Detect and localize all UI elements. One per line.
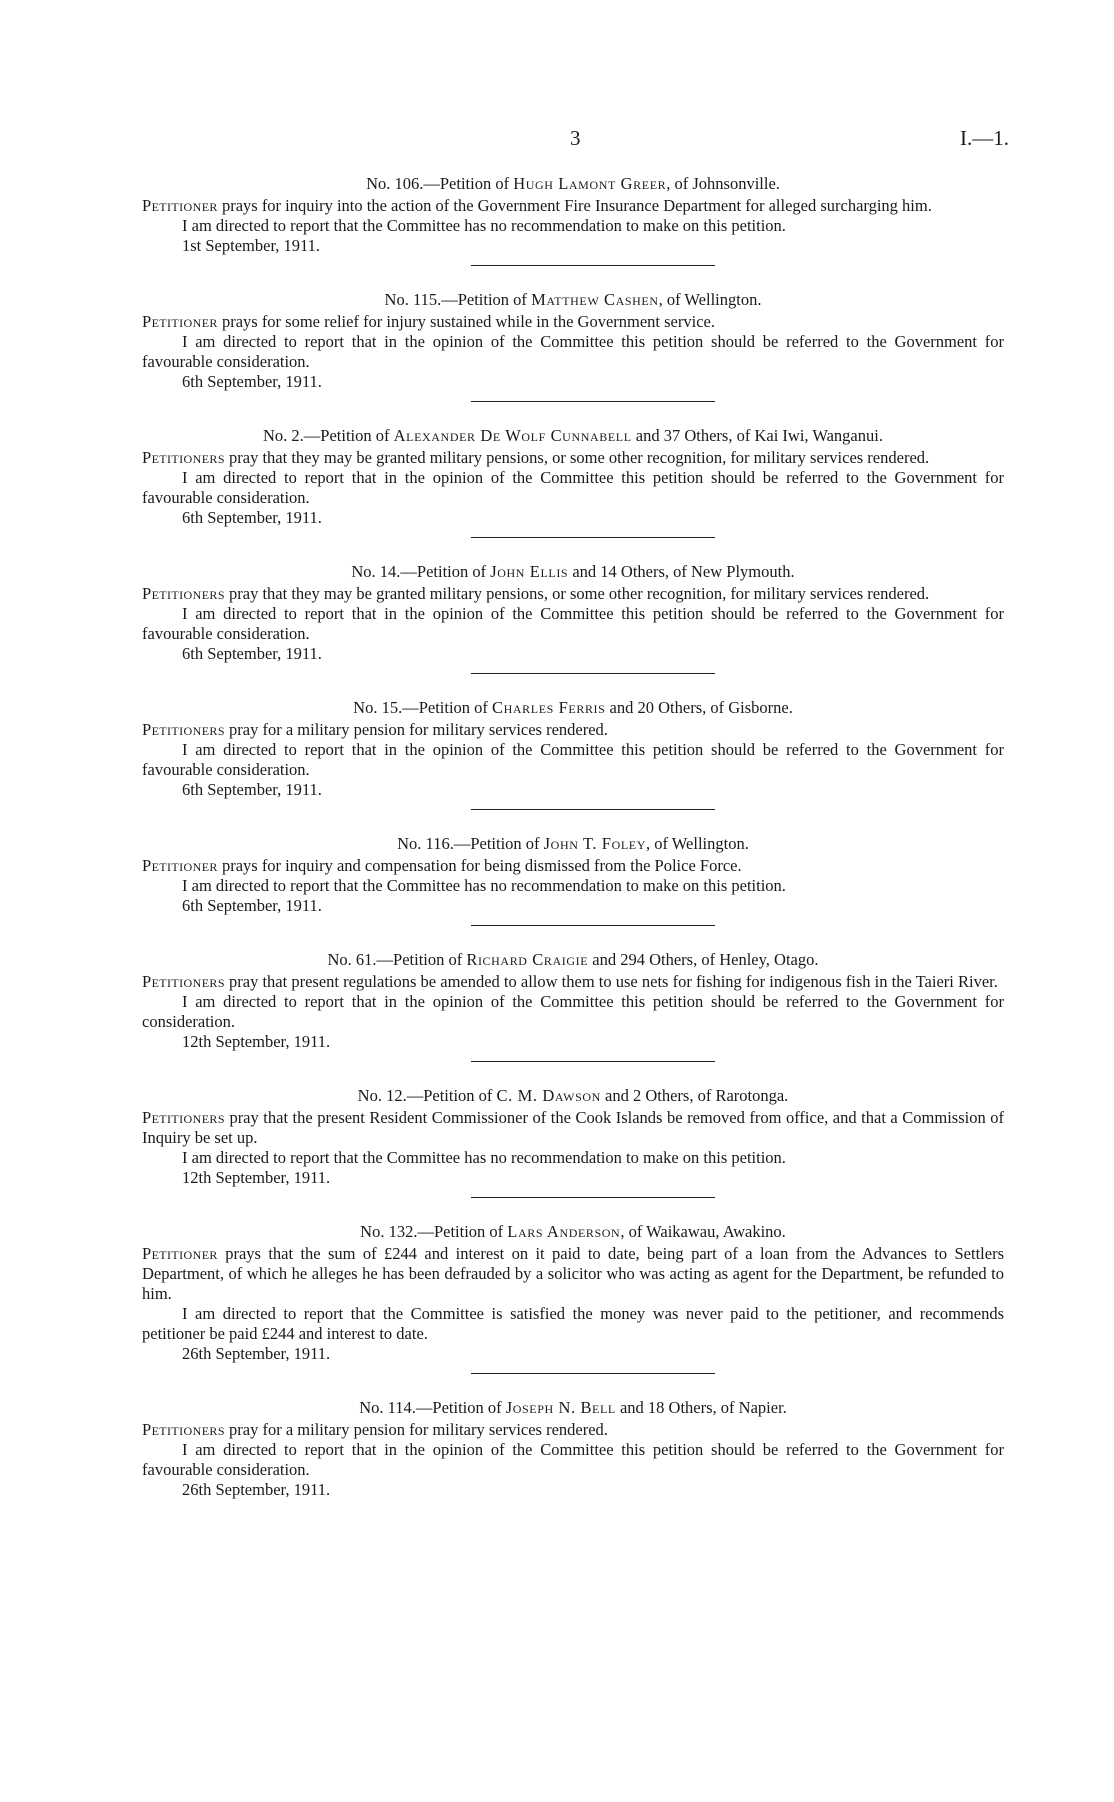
petition-location: and 20 Others, of Gisborne. bbox=[605, 698, 793, 717]
committee-report: I am directed to report that the Committee is satisfied the money was never paid to the petitioner, and recommends petitioner be paid £244 and interest to date. bbox=[142, 1304, 1004, 1343]
petitioner-lead: Petitioners bbox=[142, 1420, 225, 1439]
petitioner-name: Richard Craigie bbox=[466, 950, 589, 969]
report-date: 6th September, 1911. bbox=[182, 780, 322, 799]
report-date: 1st September, 1911. bbox=[182, 236, 321, 255]
petitioner-lead: Petitioner bbox=[142, 312, 218, 331]
petition-entry bbox=[142, 426, 1004, 538]
petitioner-name: Alexander De Wolf Cunnabell bbox=[393, 426, 632, 445]
petitioner-lead: Petitioner bbox=[142, 1244, 218, 1263]
report-date: 12th September, 1911. bbox=[182, 1032, 331, 1051]
petition-prayer bbox=[142, 584, 1004, 604]
petitioner-lead: Petitioners bbox=[142, 972, 225, 991]
petition-prayer bbox=[142, 720, 1004, 740]
petition-location: and 294 Others, of Henley, Otago. bbox=[588, 950, 819, 969]
committee-report: I am directed to report that in the opinion of the Committee this petition should be referred to the Government for favourable consideration. bbox=[142, 604, 1004, 643]
report-date: 6th September, 1911. bbox=[182, 896, 322, 915]
petition-prayer bbox=[142, 312, 1004, 332]
committee-report: I am directed to report that in the opinion of the Committee this petition should be referred to the Government for favourable consideration. bbox=[142, 468, 1004, 507]
report-date: 6th September, 1911. bbox=[182, 372, 322, 391]
page-number: 3 bbox=[570, 126, 581, 150]
petition-prayer bbox=[142, 1244, 1004, 1304]
section-divider bbox=[471, 537, 715, 538]
petition-entry bbox=[142, 834, 1004, 926]
petition-location: and 2 Others, of Rarotonga. bbox=[600, 1086, 789, 1105]
petition-title bbox=[142, 1222, 1004, 1244]
petitioner-lead: Petitioners bbox=[142, 448, 225, 467]
petition-number: No. 115.—Petition of bbox=[384, 290, 527, 309]
petition-title bbox=[142, 950, 1004, 972]
section-divider bbox=[471, 809, 715, 810]
petitioner-name: Hugh Lamont Greer bbox=[513, 174, 667, 193]
petition-number: No. 61.—Petition of bbox=[327, 950, 463, 969]
petitions-list bbox=[142, 174, 1004, 1500]
report-date: 12th September, 1911. bbox=[182, 1168, 331, 1187]
petition-location: , of Waikawau, Awakino. bbox=[620, 1222, 786, 1241]
section-divider bbox=[471, 1197, 715, 1198]
committee-report: I am directed to report that in the opinion of the Committee this petition should be referred to the Government for favourable consideration. bbox=[142, 332, 1004, 371]
petition-location: , of Wellington. bbox=[645, 834, 749, 853]
petition-prayer-text: pray that they may be granted military pensions, or some other recognition, for military services rendered. bbox=[229, 584, 930, 603]
petitioner-name: Matthew Cashen bbox=[531, 290, 659, 309]
committee-report: I am directed to report that the Committee has no recommendation to make on this petition. bbox=[182, 216, 786, 235]
petitioner-name: John T. Foley bbox=[543, 834, 646, 853]
petition-entry bbox=[142, 562, 1004, 674]
section-divider bbox=[471, 401, 715, 402]
petition-prayer-text: pray for a military pension for military services rendered. bbox=[229, 1420, 608, 1439]
petition-number: No. 132.—Petition of bbox=[360, 1222, 504, 1241]
committee-report: I am directed to report that the Committee has no recommendation to make on this petition. bbox=[182, 1148, 786, 1167]
petitioner-name: John Ellis bbox=[490, 562, 569, 581]
petition-prayer-text: prays for inquiry into the action of the Government Fire Insurance Department for alleged surcharging him. bbox=[221, 196, 932, 215]
petition-entry bbox=[142, 1086, 1004, 1198]
petition-number: No. 116.—Petition of bbox=[397, 834, 540, 853]
committee-report: I am directed to report that in the opinion of the Committee this petition should be referred to the Government for favourable consideration. bbox=[142, 740, 1004, 779]
petition-prayer bbox=[142, 1420, 1004, 1440]
petition-title bbox=[142, 834, 1004, 856]
petition-number: No. 2.—Petition of bbox=[263, 426, 390, 445]
report-date: 26th September, 1911. bbox=[182, 1480, 331, 1499]
petition-entry bbox=[142, 698, 1004, 810]
petitioner-lead: Petitioners bbox=[142, 584, 225, 603]
petitioner-lead: Petitioners bbox=[142, 1108, 225, 1127]
petition-prayer-text: pray that the present Resident Commissioner of the Cook Islands be removed from office, and that a Commission of Inquiry be set up. bbox=[142, 1108, 1004, 1147]
petition-entry bbox=[142, 1398, 1004, 1500]
petition-prayer-text: pray that they may be granted military pensions, or some other recognition, for military services rendered. bbox=[229, 448, 930, 467]
petition-title bbox=[142, 426, 1004, 448]
document-reference: I.—1. bbox=[960, 126, 1009, 150]
petition-location: , of Johnsonville. bbox=[666, 174, 780, 193]
petition-prayer-text: prays that the sum of £244 and interest on it paid to date, being part of a loan from the Advances to Settlers Department, of which he alleges he has been defrauded by a solicitor who was acting as agent for the Department, be refunded to him. bbox=[142, 1244, 1004, 1303]
section-divider bbox=[471, 673, 715, 674]
petition-number: No. 12.—Petition of bbox=[357, 1086, 493, 1105]
petition-entry bbox=[142, 174, 1004, 266]
section-divider bbox=[471, 925, 715, 926]
petition-location: and 37 Others, of Kai Iwi, Wanganui. bbox=[631, 426, 883, 445]
petition-title bbox=[142, 290, 1004, 312]
section-divider bbox=[471, 1061, 715, 1062]
petition-number: No. 15.—Petition of bbox=[353, 698, 488, 717]
report-date: 26th September, 1911. bbox=[182, 1344, 331, 1363]
petition-title bbox=[142, 698, 1004, 720]
petition-prayer-text: pray that present regulations be amended to allow them to use nets for fishing for indigenous fish in the Taieri River. bbox=[229, 972, 998, 991]
petition-prayer-text: prays for inquiry and compensation for being dismissed from the Police Force. bbox=[221, 856, 742, 875]
petition-location: and 14 Others, of New Plymouth. bbox=[568, 562, 795, 581]
petition-prayer bbox=[142, 1108, 1004, 1148]
committee-report: I am directed to report that in the opinion of the Committee this petition should be referred to the Government for consideration. bbox=[142, 992, 1004, 1031]
report-date: 6th September, 1911. bbox=[182, 508, 322, 527]
petition-prayer bbox=[142, 856, 1004, 876]
petition-title bbox=[142, 1398, 1004, 1420]
page-header bbox=[0, 126, 1114, 160]
petition-number: No. 14.—Petition of bbox=[351, 562, 487, 581]
petitioner-lead: Petitioners bbox=[142, 720, 225, 739]
committee-report: I am directed to report that the Committee has no recommendation to make on this petition. bbox=[182, 876, 786, 895]
petitioner-name: Joseph N. Bell bbox=[505, 1398, 616, 1417]
petition-prayer-text: pray for a military pension for military services rendered. bbox=[229, 720, 608, 739]
petitioner-lead: Petitioner bbox=[142, 196, 218, 215]
petitioner-lead: Petitioner bbox=[142, 856, 218, 875]
petition-number: No. 114.—Petition of bbox=[359, 1398, 502, 1417]
petition-title bbox=[142, 562, 1004, 584]
committee-report: I am directed to report that in the opinion of the Committee this petition should be referred to the Government for favourable consideration. bbox=[142, 1440, 1004, 1479]
section-divider bbox=[471, 1373, 715, 1374]
petitioner-name: C. M. Dawson bbox=[496, 1086, 601, 1105]
petition-entry bbox=[142, 950, 1004, 1062]
section-divider bbox=[471, 265, 715, 266]
petition-location: , of Wellington. bbox=[658, 290, 762, 309]
petition-prayer-text: prays for some relief for injury sustained while in the Government service. bbox=[221, 312, 715, 331]
petition-number: No. 106.—Petition of bbox=[366, 174, 510, 193]
petition-prayer bbox=[142, 972, 1004, 992]
petition-prayer bbox=[142, 448, 1004, 468]
petition-location: and 18 Others, of Napier. bbox=[615, 1398, 787, 1417]
petition-prayer bbox=[142, 196, 1004, 216]
petitioner-name: Lars Anderson bbox=[507, 1222, 621, 1241]
petitioner-name: Charles Ferris bbox=[492, 698, 606, 717]
petition-title bbox=[142, 174, 1004, 196]
petition-title bbox=[142, 1086, 1004, 1108]
petition-entry bbox=[142, 1222, 1004, 1374]
petition-entry bbox=[142, 290, 1004, 402]
report-date: 6th September, 1911. bbox=[182, 644, 322, 663]
